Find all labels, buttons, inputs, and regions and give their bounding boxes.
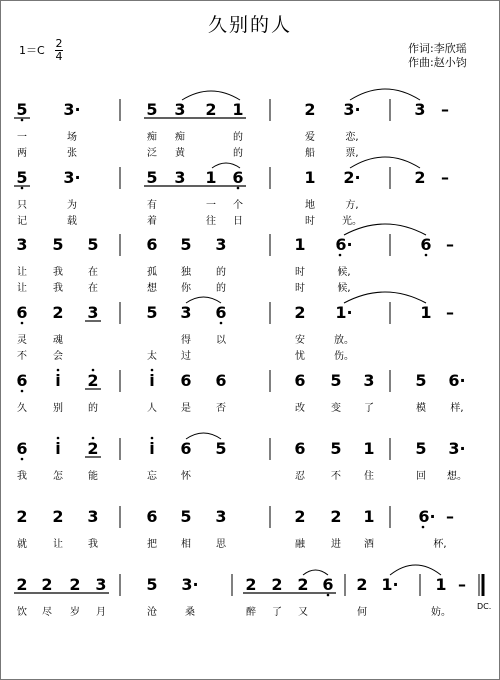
high-octave-dot bbox=[151, 437, 154, 440]
lyric-syllable: 魂 bbox=[53, 335, 63, 346]
note: 1 bbox=[363, 439, 375, 458]
note: 3· bbox=[63, 100, 81, 119]
lyric-syllable: 日 bbox=[233, 216, 243, 227]
lyric-syllable: 想。 bbox=[447, 471, 467, 482]
note: 3· bbox=[63, 168, 81, 187]
note: 5 bbox=[330, 439, 342, 458]
note: 6 bbox=[180, 439, 192, 458]
note: 5 bbox=[16, 168, 28, 187]
lyric-syllable: 别 bbox=[53, 403, 63, 414]
note: – bbox=[441, 168, 449, 187]
lyric-syllable: 得 bbox=[181, 335, 191, 346]
lyric-syllable: 孤 bbox=[147, 267, 157, 278]
lyric-syllable: 就 bbox=[17, 539, 27, 550]
lyric-syllable: 安 bbox=[295, 335, 305, 346]
note: – bbox=[441, 100, 449, 119]
lyric-syllable: 太 bbox=[147, 351, 157, 362]
lyric-syllable: 爱 bbox=[305, 132, 315, 143]
note: 3 bbox=[215, 507, 227, 526]
lyric-syllable: 杯, bbox=[433, 539, 447, 550]
low-octave-dot bbox=[425, 254, 428, 257]
note: – bbox=[446, 507, 454, 526]
high-octave-dot bbox=[57, 437, 60, 440]
lyric-syllable: 能 bbox=[88, 471, 98, 482]
note: 5 bbox=[146, 303, 158, 322]
note: 1 bbox=[304, 168, 316, 187]
note: 6 bbox=[180, 371, 192, 390]
note: 2 bbox=[52, 507, 64, 526]
note: 5 bbox=[52, 235, 64, 254]
lyric-syllable: 伤。 bbox=[334, 351, 354, 362]
note: 5 bbox=[146, 575, 158, 594]
note: 6 bbox=[294, 439, 306, 458]
lyric-syllable: 忍 bbox=[295, 471, 305, 482]
lyric-syllable: 记 bbox=[17, 216, 27, 227]
note: 1· bbox=[381, 575, 399, 594]
lyric-syllable: 的 bbox=[216, 283, 226, 294]
lyric-syllable: 怎 bbox=[53, 471, 63, 482]
note: 2 bbox=[87, 439, 99, 458]
lyric-syllable: 场 bbox=[67, 132, 77, 143]
lyric-syllable: 思 bbox=[216, 539, 226, 550]
note: 3 bbox=[174, 100, 186, 119]
low-octave-dot bbox=[21, 390, 24, 393]
lyric-syllable: 票, bbox=[345, 148, 359, 159]
note: 2 bbox=[16, 507, 28, 526]
note: 6 bbox=[16, 371, 28, 390]
note: 6 bbox=[16, 303, 28, 322]
lyric-syllable: 痴 bbox=[147, 132, 157, 143]
lyric-syllable: 让 bbox=[53, 539, 63, 550]
lyric-syllable: 久 bbox=[17, 403, 27, 414]
lyric-syllable: 黄 bbox=[175, 148, 185, 159]
note: 2 bbox=[414, 168, 426, 187]
lyric-syllable: 候, bbox=[337, 283, 351, 294]
note: 1 bbox=[435, 575, 447, 594]
note: 2 bbox=[330, 507, 342, 526]
meter-top: 2 bbox=[55, 37, 63, 50]
lyric-syllable: 船 bbox=[305, 148, 315, 159]
lyric-syllable: 一 bbox=[206, 200, 216, 211]
note: i bbox=[149, 439, 155, 458]
lyric-syllable: 妨。 bbox=[431, 607, 451, 618]
note: 2· bbox=[343, 168, 361, 187]
note: – bbox=[446, 303, 454, 322]
lyric-syllable: 放。 bbox=[334, 335, 354, 346]
lyric-syllable: 人 bbox=[147, 403, 157, 414]
lyric-syllable: 以 bbox=[216, 335, 226, 346]
lyric-syllable: 有 bbox=[147, 200, 157, 211]
lyric-syllable: 痴 bbox=[175, 132, 185, 143]
note: 5 bbox=[16, 100, 28, 119]
note: 2 bbox=[69, 575, 81, 594]
lyric-syllable: 时 bbox=[295, 267, 305, 278]
lyric-syllable: 酒 bbox=[364, 539, 374, 550]
note: 5 bbox=[415, 371, 427, 390]
lyric-syllable: 我 bbox=[53, 267, 63, 278]
lyric-syllable: 时 bbox=[295, 283, 305, 294]
lyric-syllable: 时 bbox=[305, 216, 315, 227]
note: 1 bbox=[294, 235, 306, 254]
low-octave-dot bbox=[21, 322, 24, 325]
lyric-syllable: 我 bbox=[88, 539, 98, 550]
lyric-syllable: 光。 bbox=[342, 216, 362, 227]
note: 2 bbox=[205, 100, 217, 119]
note: 1 bbox=[205, 168, 217, 187]
lyric-syllable: 的 bbox=[88, 403, 98, 414]
note: 3· bbox=[343, 100, 361, 119]
lyric-syllable: 在 bbox=[88, 267, 98, 278]
lyric-syllable: 泛 bbox=[147, 148, 157, 159]
note: i bbox=[149, 371, 155, 390]
lyric-syllable: 怀 bbox=[181, 471, 191, 482]
lyric-syllable: 想 bbox=[147, 283, 157, 294]
note: 6 bbox=[232, 168, 244, 187]
high-octave-dot bbox=[57, 369, 60, 372]
note: 2 bbox=[356, 575, 368, 594]
lyric-syllable: 何 bbox=[357, 607, 367, 618]
note: 5 bbox=[330, 371, 342, 390]
note: 1 bbox=[420, 303, 432, 322]
low-octave-dot bbox=[422, 526, 425, 529]
lyric-syllable: 桑 bbox=[185, 607, 195, 618]
lyric-syllable: 改 bbox=[295, 403, 305, 414]
lyric-syllable: 把 bbox=[147, 539, 157, 550]
lyric-syllable: 岁 bbox=[70, 607, 80, 618]
note: i bbox=[55, 371, 61, 390]
lyric-syllable: 的 bbox=[216, 267, 226, 278]
note: 3 bbox=[87, 303, 99, 322]
lyric-syllable: 模 bbox=[416, 403, 426, 414]
lyric-syllable: 张 bbox=[67, 148, 77, 159]
lyric-syllable: 我 bbox=[17, 471, 27, 482]
lyric-syllable: 醉 bbox=[246, 607, 256, 618]
note: 2 bbox=[294, 303, 306, 322]
lyric-syllable: 在 bbox=[88, 283, 98, 294]
note: 3· bbox=[448, 439, 466, 458]
slur bbox=[182, 91, 240, 100]
lyric-syllable: 为 bbox=[67, 200, 77, 211]
note: 3 bbox=[174, 168, 186, 187]
lyric-syllable: 载 bbox=[67, 216, 77, 227]
note: 6 bbox=[215, 303, 227, 322]
lyric-syllable: 往 bbox=[206, 216, 216, 227]
meter-bottom: 4 bbox=[55, 50, 63, 63]
note: 2 bbox=[87, 371, 99, 390]
lyric-syllable: 让 bbox=[17, 283, 27, 294]
lyric-syllable: 个 bbox=[233, 200, 243, 211]
lyric-syllable: 让 bbox=[17, 267, 27, 278]
note: 6· bbox=[418, 507, 436, 526]
low-octave-dot bbox=[21, 187, 24, 190]
note: 3 bbox=[16, 235, 28, 254]
lyric-syllable: 过 bbox=[181, 351, 191, 362]
lyric-syllable: 饮 bbox=[17, 607, 27, 618]
note: 5 bbox=[415, 439, 427, 458]
note: 3· bbox=[181, 575, 199, 594]
lyric-syllable: 的 bbox=[233, 148, 243, 159]
note: 6 bbox=[294, 371, 306, 390]
lyric-syllable: 融 bbox=[295, 539, 305, 550]
low-octave-dot bbox=[21, 458, 24, 461]
lyric-syllable: 了 bbox=[364, 403, 374, 414]
note: 2 bbox=[16, 575, 28, 594]
lyric-syllable: 不 bbox=[331, 471, 341, 482]
lyric-syllable: 恋, bbox=[345, 132, 359, 143]
lyric-syllable: 不 bbox=[17, 351, 27, 362]
note: 2 bbox=[304, 100, 316, 119]
note: 3 bbox=[414, 100, 426, 119]
note: 2 bbox=[52, 303, 64, 322]
slur bbox=[390, 565, 441, 575]
note: 6· bbox=[335, 235, 353, 254]
lyric-syllable: 着 bbox=[147, 216, 157, 227]
note: 6 bbox=[420, 235, 432, 254]
lyric-syllable: 地 bbox=[305, 200, 315, 211]
lyric-syllable: 否 bbox=[216, 403, 226, 414]
slur bbox=[350, 89, 420, 100]
note: 6 bbox=[215, 371, 227, 390]
note: 3 bbox=[363, 371, 375, 390]
lyric-syllable: 回 bbox=[416, 471, 426, 482]
note: 1 bbox=[363, 507, 375, 526]
lyric-syllable: 一 bbox=[17, 132, 27, 143]
low-octave-dot bbox=[327, 594, 330, 597]
low-octave-dot bbox=[339, 254, 342, 257]
lyric-syllable: 两 bbox=[17, 148, 27, 159]
note: 6· bbox=[448, 371, 466, 390]
note: 1 bbox=[232, 100, 244, 119]
lyric-syllable: 了 bbox=[272, 607, 282, 618]
note: 2 bbox=[41, 575, 53, 594]
lyric-syllable: 样, bbox=[450, 403, 464, 414]
lyric-syllable: 独 bbox=[181, 267, 191, 278]
lyric-syllable: 沧 bbox=[147, 607, 157, 618]
high-octave-dot bbox=[92, 369, 95, 372]
lyric-syllable: 方, bbox=[345, 200, 359, 211]
note: 5 bbox=[180, 235, 192, 254]
lyricist-name: 李欣瑶 bbox=[433, 42, 467, 55]
high-octave-dot bbox=[92, 437, 95, 440]
lyric-syllable: 的 bbox=[233, 132, 243, 143]
note: 5 bbox=[215, 439, 227, 458]
lyric-syllable: 住 bbox=[364, 471, 374, 482]
low-octave-dot bbox=[220, 322, 223, 325]
lyric-syllable: 忘 bbox=[147, 471, 157, 482]
note: 1· bbox=[335, 303, 353, 322]
note: 3 bbox=[215, 235, 227, 254]
note: 5 bbox=[146, 100, 158, 119]
lyric-syllable: 又 bbox=[298, 607, 308, 618]
note: 2 bbox=[297, 575, 309, 594]
song-title: 久别的人 bbox=[207, 14, 292, 36]
high-octave-dot bbox=[151, 369, 154, 372]
lyric-syllable: 是 bbox=[181, 403, 191, 414]
note: 6 bbox=[16, 439, 28, 458]
note: 6 bbox=[146, 507, 158, 526]
low-octave-dot bbox=[237, 187, 240, 190]
lyric-syllable: 会 bbox=[53, 351, 63, 362]
low-octave-dot bbox=[21, 119, 24, 122]
lyric-syllable: 候, bbox=[337, 267, 351, 278]
lyric-syllable: 只 bbox=[17, 200, 27, 211]
note: 3 bbox=[87, 507, 99, 526]
note: 6 bbox=[322, 575, 334, 594]
dc-marking: DC. bbox=[477, 602, 492, 611]
lyric-syllable: 我 bbox=[53, 283, 63, 294]
note: 5 bbox=[180, 507, 192, 526]
note: 2 bbox=[245, 575, 257, 594]
note: – bbox=[446, 235, 454, 254]
note: 2 bbox=[294, 507, 306, 526]
note: 3 bbox=[180, 303, 192, 322]
composer-name: 赵小钧 bbox=[433, 56, 467, 69]
note: 2 bbox=[271, 575, 283, 594]
lyric-syllable: 你 bbox=[181, 283, 191, 294]
note: 5 bbox=[146, 168, 158, 187]
lyricist-label: 作词: bbox=[408, 42, 434, 55]
note: 5 bbox=[87, 235, 99, 254]
lyric-syllable: 进 bbox=[331, 539, 341, 550]
lyric-syllable: 变 bbox=[331, 403, 341, 414]
note: i bbox=[55, 439, 61, 458]
lyric-syllable: 相 bbox=[181, 539, 191, 550]
lyric-syllable: 月 bbox=[96, 607, 106, 618]
note: 3 bbox=[95, 575, 107, 594]
lyric-syllable: 尽 bbox=[42, 607, 52, 618]
note: 6 bbox=[146, 235, 158, 254]
composer-label: 作曲: bbox=[408, 56, 434, 69]
key-signature: 1＝C bbox=[19, 44, 45, 57]
lyric-syllable: 忧 bbox=[295, 351, 305, 362]
lyric-syllable: 灵 bbox=[17, 335, 27, 346]
note: – bbox=[458, 575, 466, 594]
slur bbox=[350, 157, 420, 168]
slur bbox=[344, 292, 426, 303]
